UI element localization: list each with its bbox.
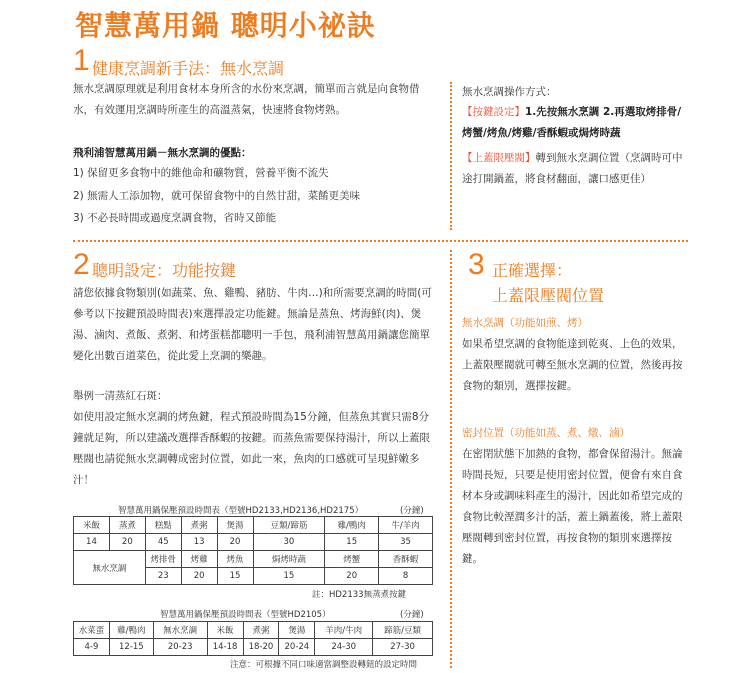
table-cell: 無水烹調 <box>74 551 146 585</box>
table-row <box>74 551 433 568</box>
table-cell: 4-9 <box>74 639 110 656</box>
table-cell: 焗烤時蔬 <box>253 551 325 568</box>
table-cell: 30 <box>253 534 325 551</box>
table-cell: 香酥蝦 <box>379 551 433 568</box>
table-2-unit: (分鐘) <box>400 610 424 620</box>
preset-time-table-2 <box>73 621 433 656</box>
table-cell: 烤雞 <box>181 551 217 568</box>
table-cell: 15 <box>217 568 253 585</box>
table-row <box>74 639 433 656</box>
table-cell: 米飯 <box>74 517 110 534</box>
table-cell: 蒸煮 <box>109 517 145 534</box>
section-1-title: 健康烹調新手法：無水烹調 <box>92 59 285 78</box>
divider-vertical-bottom <box>450 250 452 668</box>
table-cell: 煲湯 <box>217 517 253 534</box>
table-cell: 糕點 <box>145 517 181 534</box>
table-cell: 煮粥 <box>181 517 217 534</box>
benefit-item-1: 1) 保留更多食物中的維他命和礦物質，營養平衡不流失 <box>73 167 329 179</box>
table-cell: 27-30 <box>373 639 433 656</box>
table-1-note: 註：HD2133無蒸煮按鍵 <box>312 590 407 600</box>
section-2-number: 2 <box>73 248 90 281</box>
section-2-para-1: 請您依據食物類別(如蔬菜、魚、雞鴨、豬肪、牛肉…)和所需要烹調的時間(可參考以下按鍵預設時間表)來選擇設定功能鍵。無論是蒸魚、烤海鮮(肉)、煲湯、滷肉、煮飯、煮粥、和烤蛋糕都聰明一手包，飛利浦智慧萬用鍋讓您簡單變化出數百道菜色，從此愛上烹調的樂趣。 <box>73 287 432 362</box>
section-3-sub-2: 密封位置（功能如蒸、煮、燉、滷） <box>462 427 630 439</box>
table-cell: 無水烹調 <box>153 622 207 639</box>
section-2-para-2: 如使用設定無水烹調的烤魚鍵，程式預設時間為15分鐘，但蒸魚其實只需8分鐘就足夠，所以建議改選擇香酥蝦的按鍵。而蒸魚需要保持湯汁，所以上蓋限壓閥也請從無水烹調轉成密封位置，如此一來，魚肉的口感就可呈現鮮嫩多汁！ <box>73 411 430 486</box>
section-1-number: 1 <box>73 44 90 77</box>
table-row <box>74 622 433 639</box>
table-cell: 35 <box>379 534 433 551</box>
ops-heading: 無水烹調操作方式： <box>462 86 557 98</box>
table-cell: 14 <box>74 534 110 551</box>
section-3-para-1: 如果希望烹調的食物能達到乾爽、上色的效果，上蓋限壓閥就可轉至無水烹調的位置，然後再按食物的類別，選擇按鍵。 <box>462 338 683 392</box>
table-cell: 雞/鴨肉 <box>325 517 379 534</box>
table-cell: 煲湯 <box>279 622 315 639</box>
section-3-para-2: 在密閉狀態下加熱的食物，都會保留湯汁。無論時間長短，只要是使用密封位置，便會有來自食材本身或調味料產生的湯汁，因此如希望完成的食物比較溼潤多汁的話，蓋上鍋蓋後，將上蓋限壓閥轉到密封位置，再按食物的類別來選擇按鍵。 <box>462 448 683 565</box>
table-cell: 15 <box>253 568 325 585</box>
table-cell: 45 <box>145 534 181 551</box>
section-2-title: 聰明設定：功能按鍵 <box>92 261 237 280</box>
table-cell: 煮粥 <box>243 622 279 639</box>
benefit-item-3: 3) 不必長時間或過度烹調食物，省時又節能 <box>73 212 277 224</box>
ops-step-1-text: 1.先按無水烹調 2.再選取烤排骨/烤蟹/烤魚/烤雞/香酥蝦或焗烤時蔬 <box>462 106 682 139</box>
table-cell: 羊肉/牛肉 <box>315 622 373 639</box>
table-cell: 烤排骨 <box>145 551 181 568</box>
table-2-note: 注意：可根據不同口味適當調整設轉鈕的設定時間 <box>230 660 418 670</box>
table-cell: 18-20 <box>243 639 279 656</box>
table-cell: 烤魚 <box>217 551 253 568</box>
section-3-title-2: 上蓋限壓閥位置 <box>492 286 605 305</box>
section-3-sub-1: 無水烹調（功能如煎、烤） <box>462 317 588 329</box>
table-cell: 雞/鴨肉 <box>109 622 153 639</box>
table-cell: 豆類/蹄筋 <box>253 517 325 534</box>
table-cell: 12-15 <box>109 639 153 656</box>
benefit-item-2: 2) 無需人工添加物，就可保留食物中的自然甘甜，菜餚更美味 <box>73 190 361 202</box>
divider-horizontal <box>73 240 688 242</box>
page-title: 智慧萬用鍋 聰明小祕訣 <box>75 9 376 42</box>
table-cell: 20-24 <box>279 639 315 656</box>
ops-step-2-label: 【上蓋限壓閥】 <box>462 152 536 164</box>
benefits-heading: 飛利浦智慧萬用鍋－無水烹調的優點： <box>73 147 252 159</box>
table-cell: 烤蟹 <box>325 551 379 568</box>
table-1-caption: 智慧萬用鍋保壓預設時間表（型號HD2133,HD2136,HD2175） <box>118 506 364 516</box>
table-cell: 水菜蛋 <box>74 622 110 639</box>
table-cell: 20 <box>109 534 145 551</box>
table-cell: 20 <box>217 534 253 551</box>
table-cell: 20-23 <box>153 639 207 656</box>
section-3-number: 3 <box>468 248 485 281</box>
ops-step-2-text: 轉到無水烹調位置（烹調時可中途打開鍋蓋，將食材翻面，讓口感更佳） <box>462 152 683 185</box>
table-1-unit: (分鐘) <box>400 506 424 516</box>
table-cell: 23 <box>145 568 181 585</box>
table-cell: 米飯 <box>207 622 243 639</box>
section-3-title-1: 正確選擇： <box>492 261 573 280</box>
section-1-intro: 無水烹調原理就是利用食材本身所含的水份來烹調，簡單而言就是向食物借水，有效運用烹調時所產生的高溫蒸氣，快速將食物烤熟。 <box>73 83 420 116</box>
table-cell: 20 <box>181 568 217 585</box>
ops-step-2 <box>462 148 687 190</box>
table-cell: 蹄筋/豆類 <box>373 622 433 639</box>
table-cell: 牛/羊肉 <box>379 517 433 534</box>
ops-step-1-label: 【按鍵設定】 <box>462 106 525 118</box>
table-cell: 15 <box>325 534 379 551</box>
table-2-caption: 智慧萬用鍋保壓預設時間表（型號HD2105） <box>160 610 331 620</box>
example-heading: 舉例一清蒸紅石斑： <box>73 390 168 402</box>
table-cell: 13 <box>181 534 217 551</box>
table-cell: 20 <box>325 568 379 585</box>
table-row <box>74 517 433 534</box>
preset-time-table-1 <box>73 516 433 585</box>
table-row <box>74 534 433 551</box>
ops-step-1 <box>462 102 687 144</box>
table-cell: 24-30 <box>315 639 373 656</box>
table-cell: 8 <box>379 568 433 585</box>
divider-vertical-top <box>450 82 452 230</box>
table-cell: 14-18 <box>207 639 243 656</box>
